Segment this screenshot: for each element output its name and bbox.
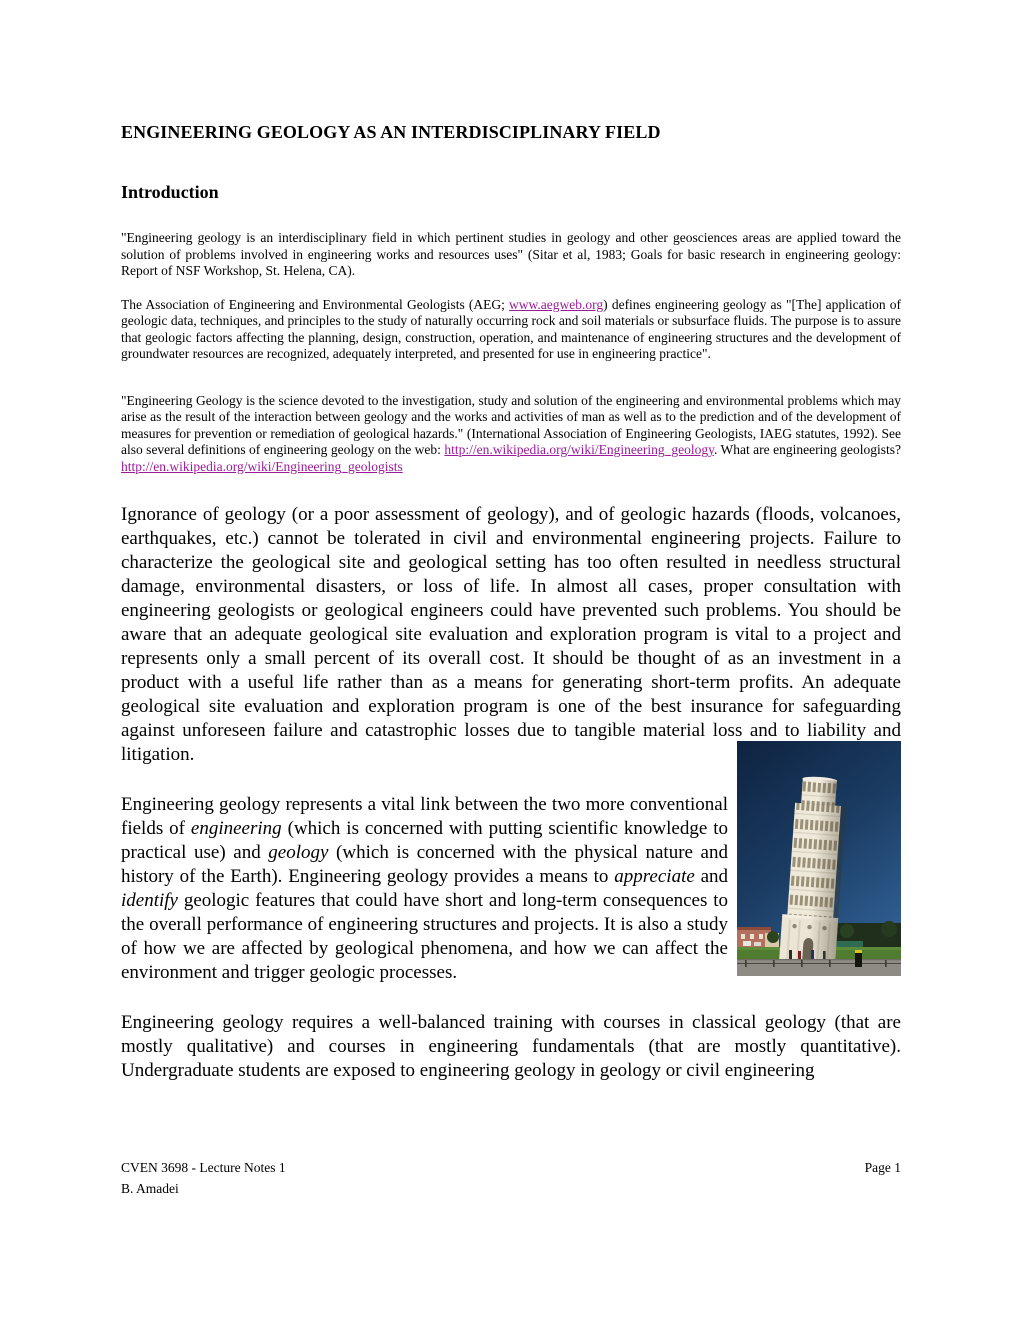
italic-text: identify	[121, 890, 178, 911]
paragraph-sitar-definition	[121, 230, 901, 280]
document-title: ENGINEERING GEOLOGY AS AN INTERDISCIPLINARY FIELD	[121, 122, 661, 142]
text-run: geologic features that could have short and long-term consequences to the overall performance of engineering structures and projects. It is also a study of how we are affected by geological phenomena, and how we can affect the environment and trigger geologic processes.	[121, 890, 728, 983]
hyperlink[interactable]: http://en.wikipedia.org/wiki/Engineering_geologists	[121, 458, 403, 474]
text-run: Engineering geology requires a well-balanced training with courses in classical geology (that are mostly qualitative) and courses in engineering fundamentals (that are mostly quantitative). Undergraduate students are exposed to engineering geology in geology or civil engineering	[121, 1012, 901, 1081]
text-run: (which is concerned with putting scientific knowledge to practical use) and	[121, 818, 728, 863]
section-heading-introduction: Introduction	[121, 182, 219, 202]
text-run: (which is concerned with the physical nature and history of the Earth). Engineering geology provides a means to	[121, 842, 728, 887]
paragraph-aeg-definition	[121, 297, 901, 363]
text-run: . What are engineering geologists?	[713, 442, 901, 457]
text-run: Ignorance of geology (or a poor assessment of geology), and of geologic hazards (floods, volcanoes, earthquakes, etc.) cannot be tolerated in civil and environmental engineering projects. Failure to characterize the geological site and geological setting has too often resulted in needless structural damage, environmental disasters, or loss of life. In almost all cases, proper consultation with engineering geologists or geological engineers could have prevented such problems. You should be aware that an adequate geological site evaluation and exploration program is vital to a project and represents only a small percent of its overall cost. It should be thought of as an investment in a product with a useful life rather than as a means for generating short-term profits. An adequate geological site evaluation and exploration program is one of the best insurance for safeguarding against unforeseen failure and catastrophic losses due to tangible material loss and to liability and litigation.	[121, 504, 901, 765]
italic-text: engineering	[190, 818, 282, 839]
paragraph-ignorance-of-geology	[121, 503, 901, 767]
page-footer	[121, 1157, 901, 1199]
text-run: The Association of Engineering and Environmental Geologists (AEG;	[121, 296, 510, 312]
hyperlink[interactable]: www.aegweb.org	[509, 296, 604, 312]
hyperlink[interactable]: http://en.wikipedia.org/wiki/Engineering_geology	[444, 442, 714, 457]
paragraph-iaeg-definition	[121, 393, 901, 476]
text-run: "Engineering Geology is the science devoted to the investigation, study and solution of the engineering and environmental problems which may arise as the result of the interaction between geology and the works and activities of man as well as to the prediction and of the development of measures for prevention or remediation of geological hazards." (International Association of Engineering Geologists, IAEG statutes, 1992). See also several definitions of engineering geology on the web:	[121, 392, 901, 457]
footer-page-number: Page 1	[864, 1160, 901, 1175]
leaning-tower-of-pisa-photo	[737, 741, 901, 976]
footer-course-label: CVEN 3698 - Lecture Notes 1	[121, 1160, 286, 1175]
text-run: Engineering geology represents a vital link between the two more conventional fields of	[121, 794, 728, 839]
text-run: "Engineering geology is an interdisciplinary field in which pertinent studies in geology and other geosciences areas are applied toward the solution of problems involved in engineering works and resources uses" (Sitar et al, 1983; Goals for basic research in engineering geology: Report of NSF Workshop, St. Helena, CA).	[121, 230, 901, 278]
pisa-photo-drawing	[737, 741, 901, 976]
text-run: ) defines engineering geology as "[The] application of geologic data, techniques, and principles to the study of naturally occurring rock and soil materials or subsurface fluids. The purpose is to assure that geologic factors affecting the planning, design, construction, operation, and maintenance of engineering structures and the development of groundwater resources are recognized, adequately interpreted, and presented for use in engineering practice".	[121, 296, 902, 361]
footer-author: B. Amadei	[121, 1181, 179, 1196]
paragraph-training	[121, 1011, 901, 1083]
text-run: and	[694, 866, 729, 887]
italic-text: appreciate	[614, 866, 695, 887]
italic-text: geology	[268, 842, 329, 863]
